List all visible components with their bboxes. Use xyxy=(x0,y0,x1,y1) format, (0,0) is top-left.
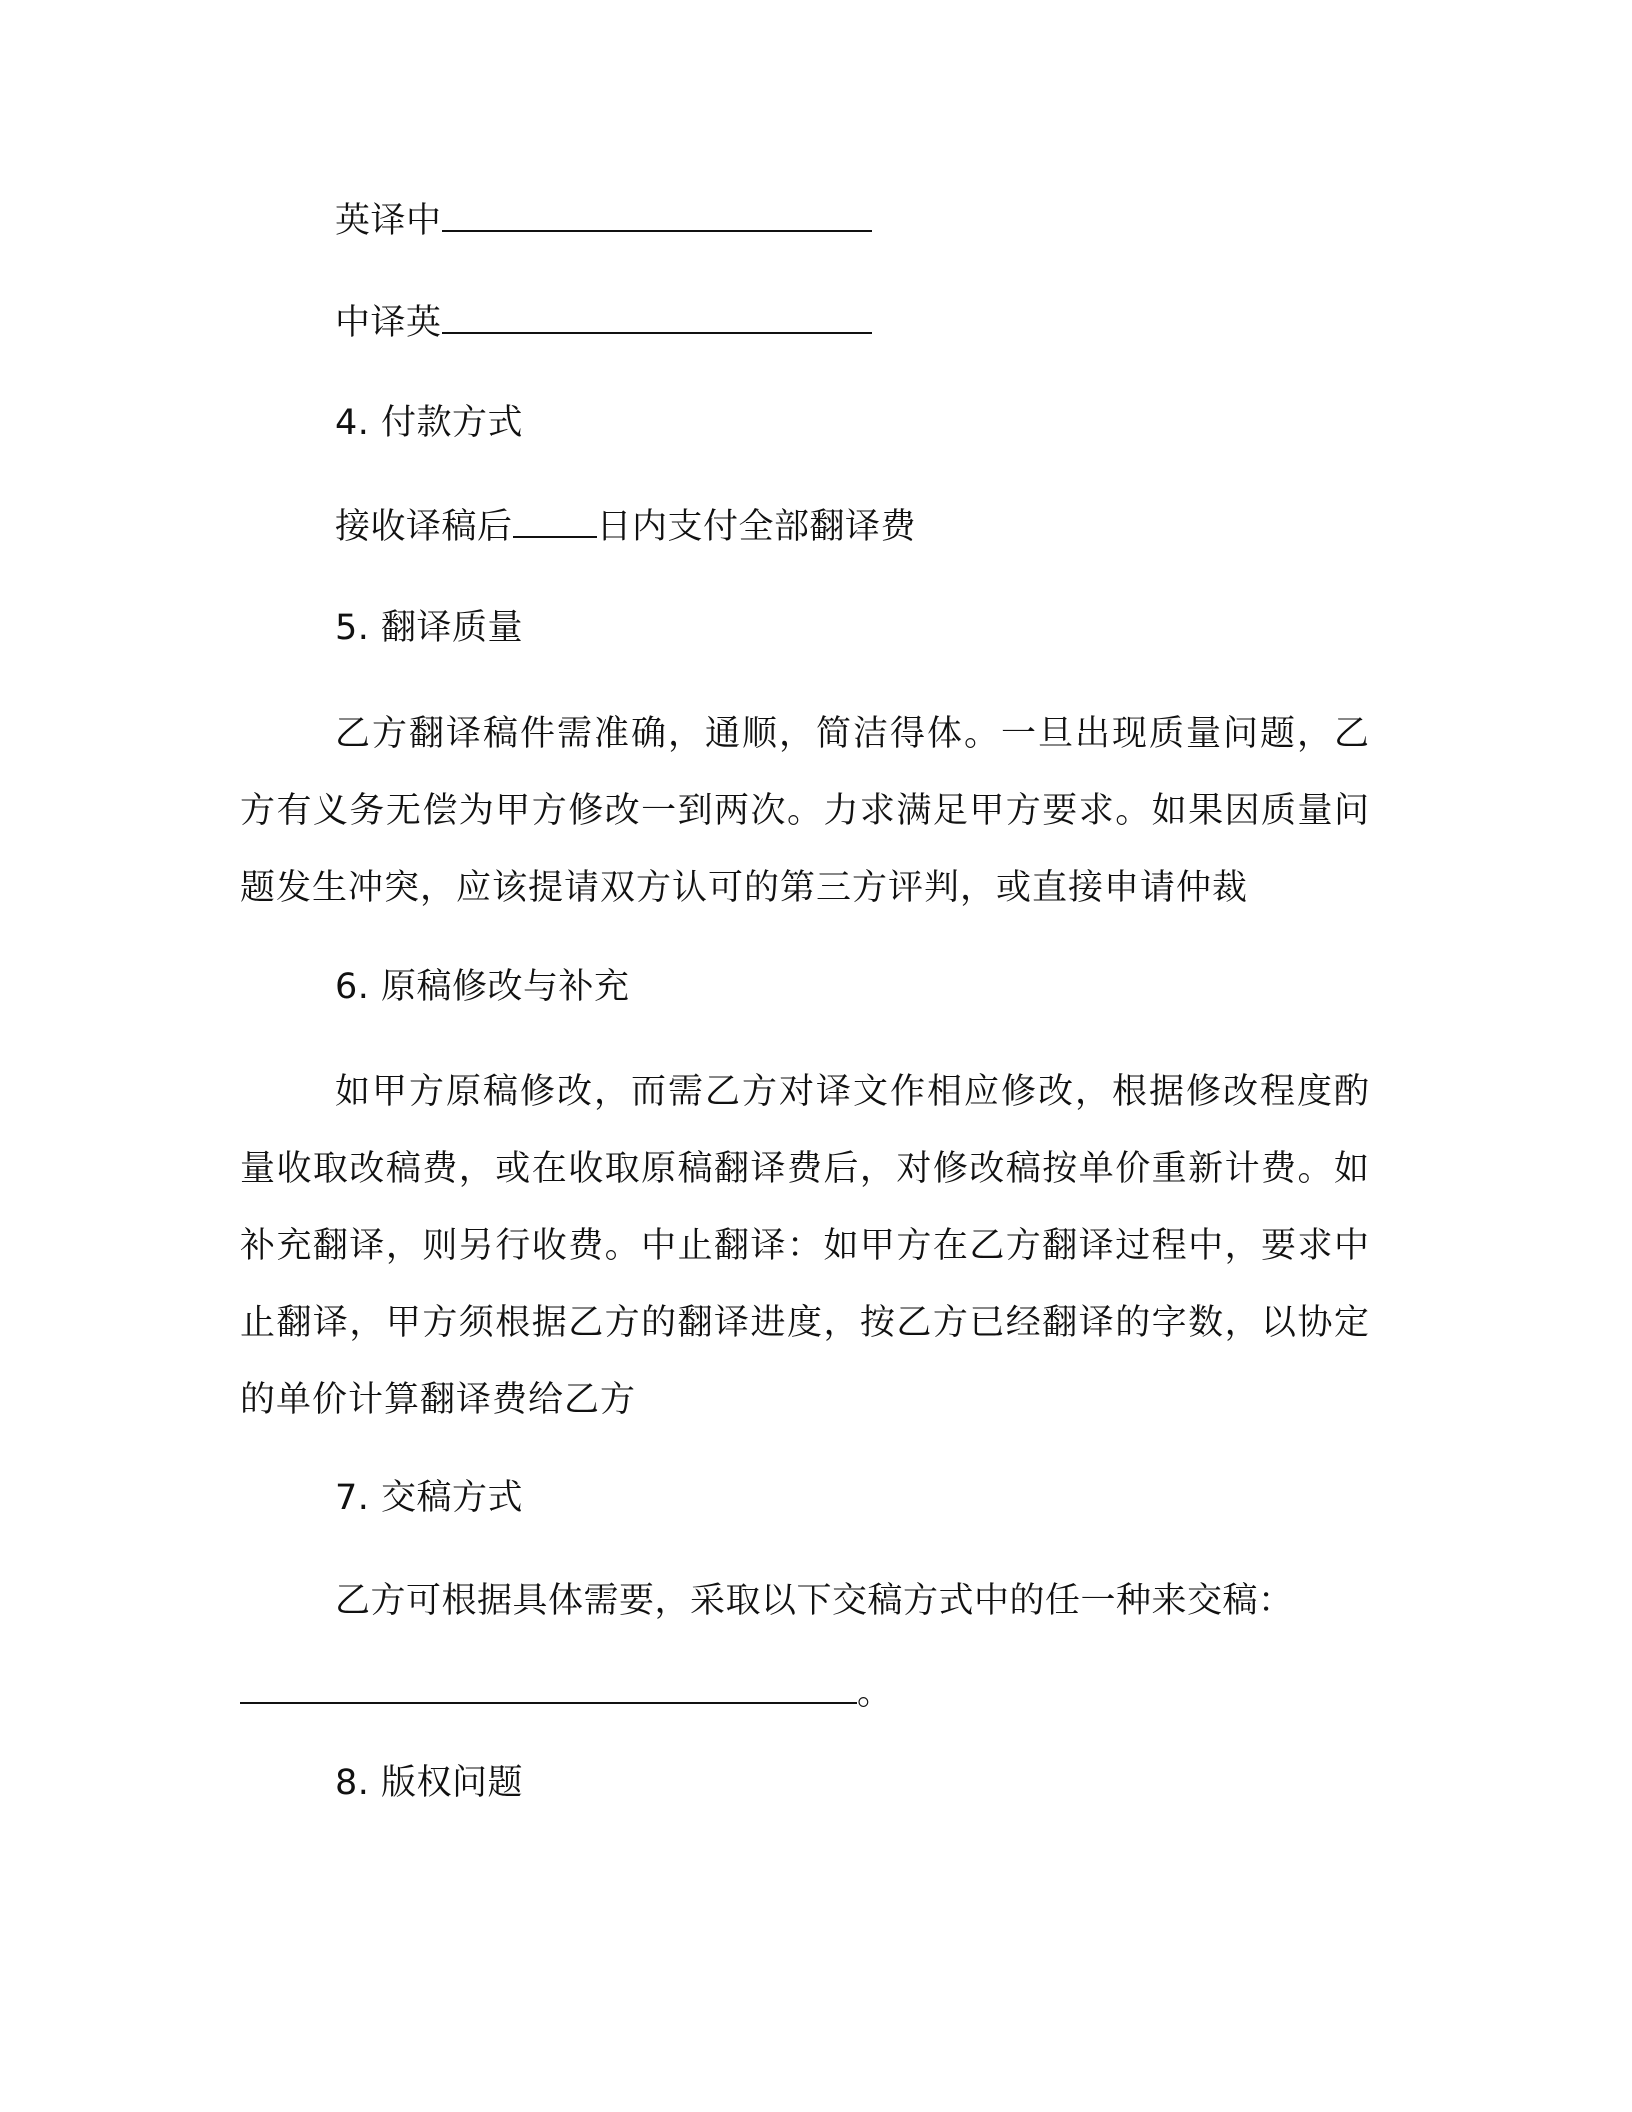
delivery-paragraph: 乙方可根据具体需要，采取以下交稿方式中的任一种来交稿： xyxy=(335,1581,1294,1621)
rate-label: 英译中 xyxy=(335,201,442,241)
fill-blank xyxy=(442,298,872,334)
delivery-method-line xyxy=(240,1668,893,1716)
section-heading-payment: 4. 付款方式 xyxy=(335,403,524,443)
payment-text-after: 日内支付全部翻译费 xyxy=(596,507,917,547)
fill-blank xyxy=(442,196,872,232)
rate-line-zh-en xyxy=(335,298,872,346)
quality-paragraph: 乙方翻译稿件需准确，通顺，简洁得体。一旦出现质量问题，乙方有义务无偿为甲方修改一到两次。力求满足甲方要求。如果因质量问题发生冲突，应该提请双方认可的第三方评判，或直接申请仲裁 xyxy=(240,714,1370,908)
delivery-blank xyxy=(240,1668,857,1704)
revision-paragraph: 如甲方原稿修改，而需乙方对译文作相应修改，根据修改程度酌量收取改稿费，或在收取原稿翻译费后，对修改稿按单价重新计费。如补充翻译，则另行收费。中止翻译：如甲方在乙方翻译过程中，要求中止翻译，甲方须根据乙方的翻译进度，按乙方已经翻译的字数，以协定的单价计算翻译费给乙方 xyxy=(240,1072,1370,1420)
payment-terms-line xyxy=(335,502,916,550)
section-heading-quality: 5. 翻译质量 xyxy=(335,608,524,648)
payment-text-before: 接收译稿后 xyxy=(335,507,513,547)
section-heading-revision: 6. 原稿修改与补充 xyxy=(335,967,630,1007)
end-mark: 。 xyxy=(857,1673,893,1713)
section-heading-copyright: 8. 版权问题 xyxy=(335,1763,524,1803)
rate-label: 中译英 xyxy=(335,303,442,343)
section-heading-delivery: 7. 交稿方式 xyxy=(335,1478,524,1518)
rate-line-en-zh xyxy=(335,196,872,244)
days-blank xyxy=(513,502,597,538)
